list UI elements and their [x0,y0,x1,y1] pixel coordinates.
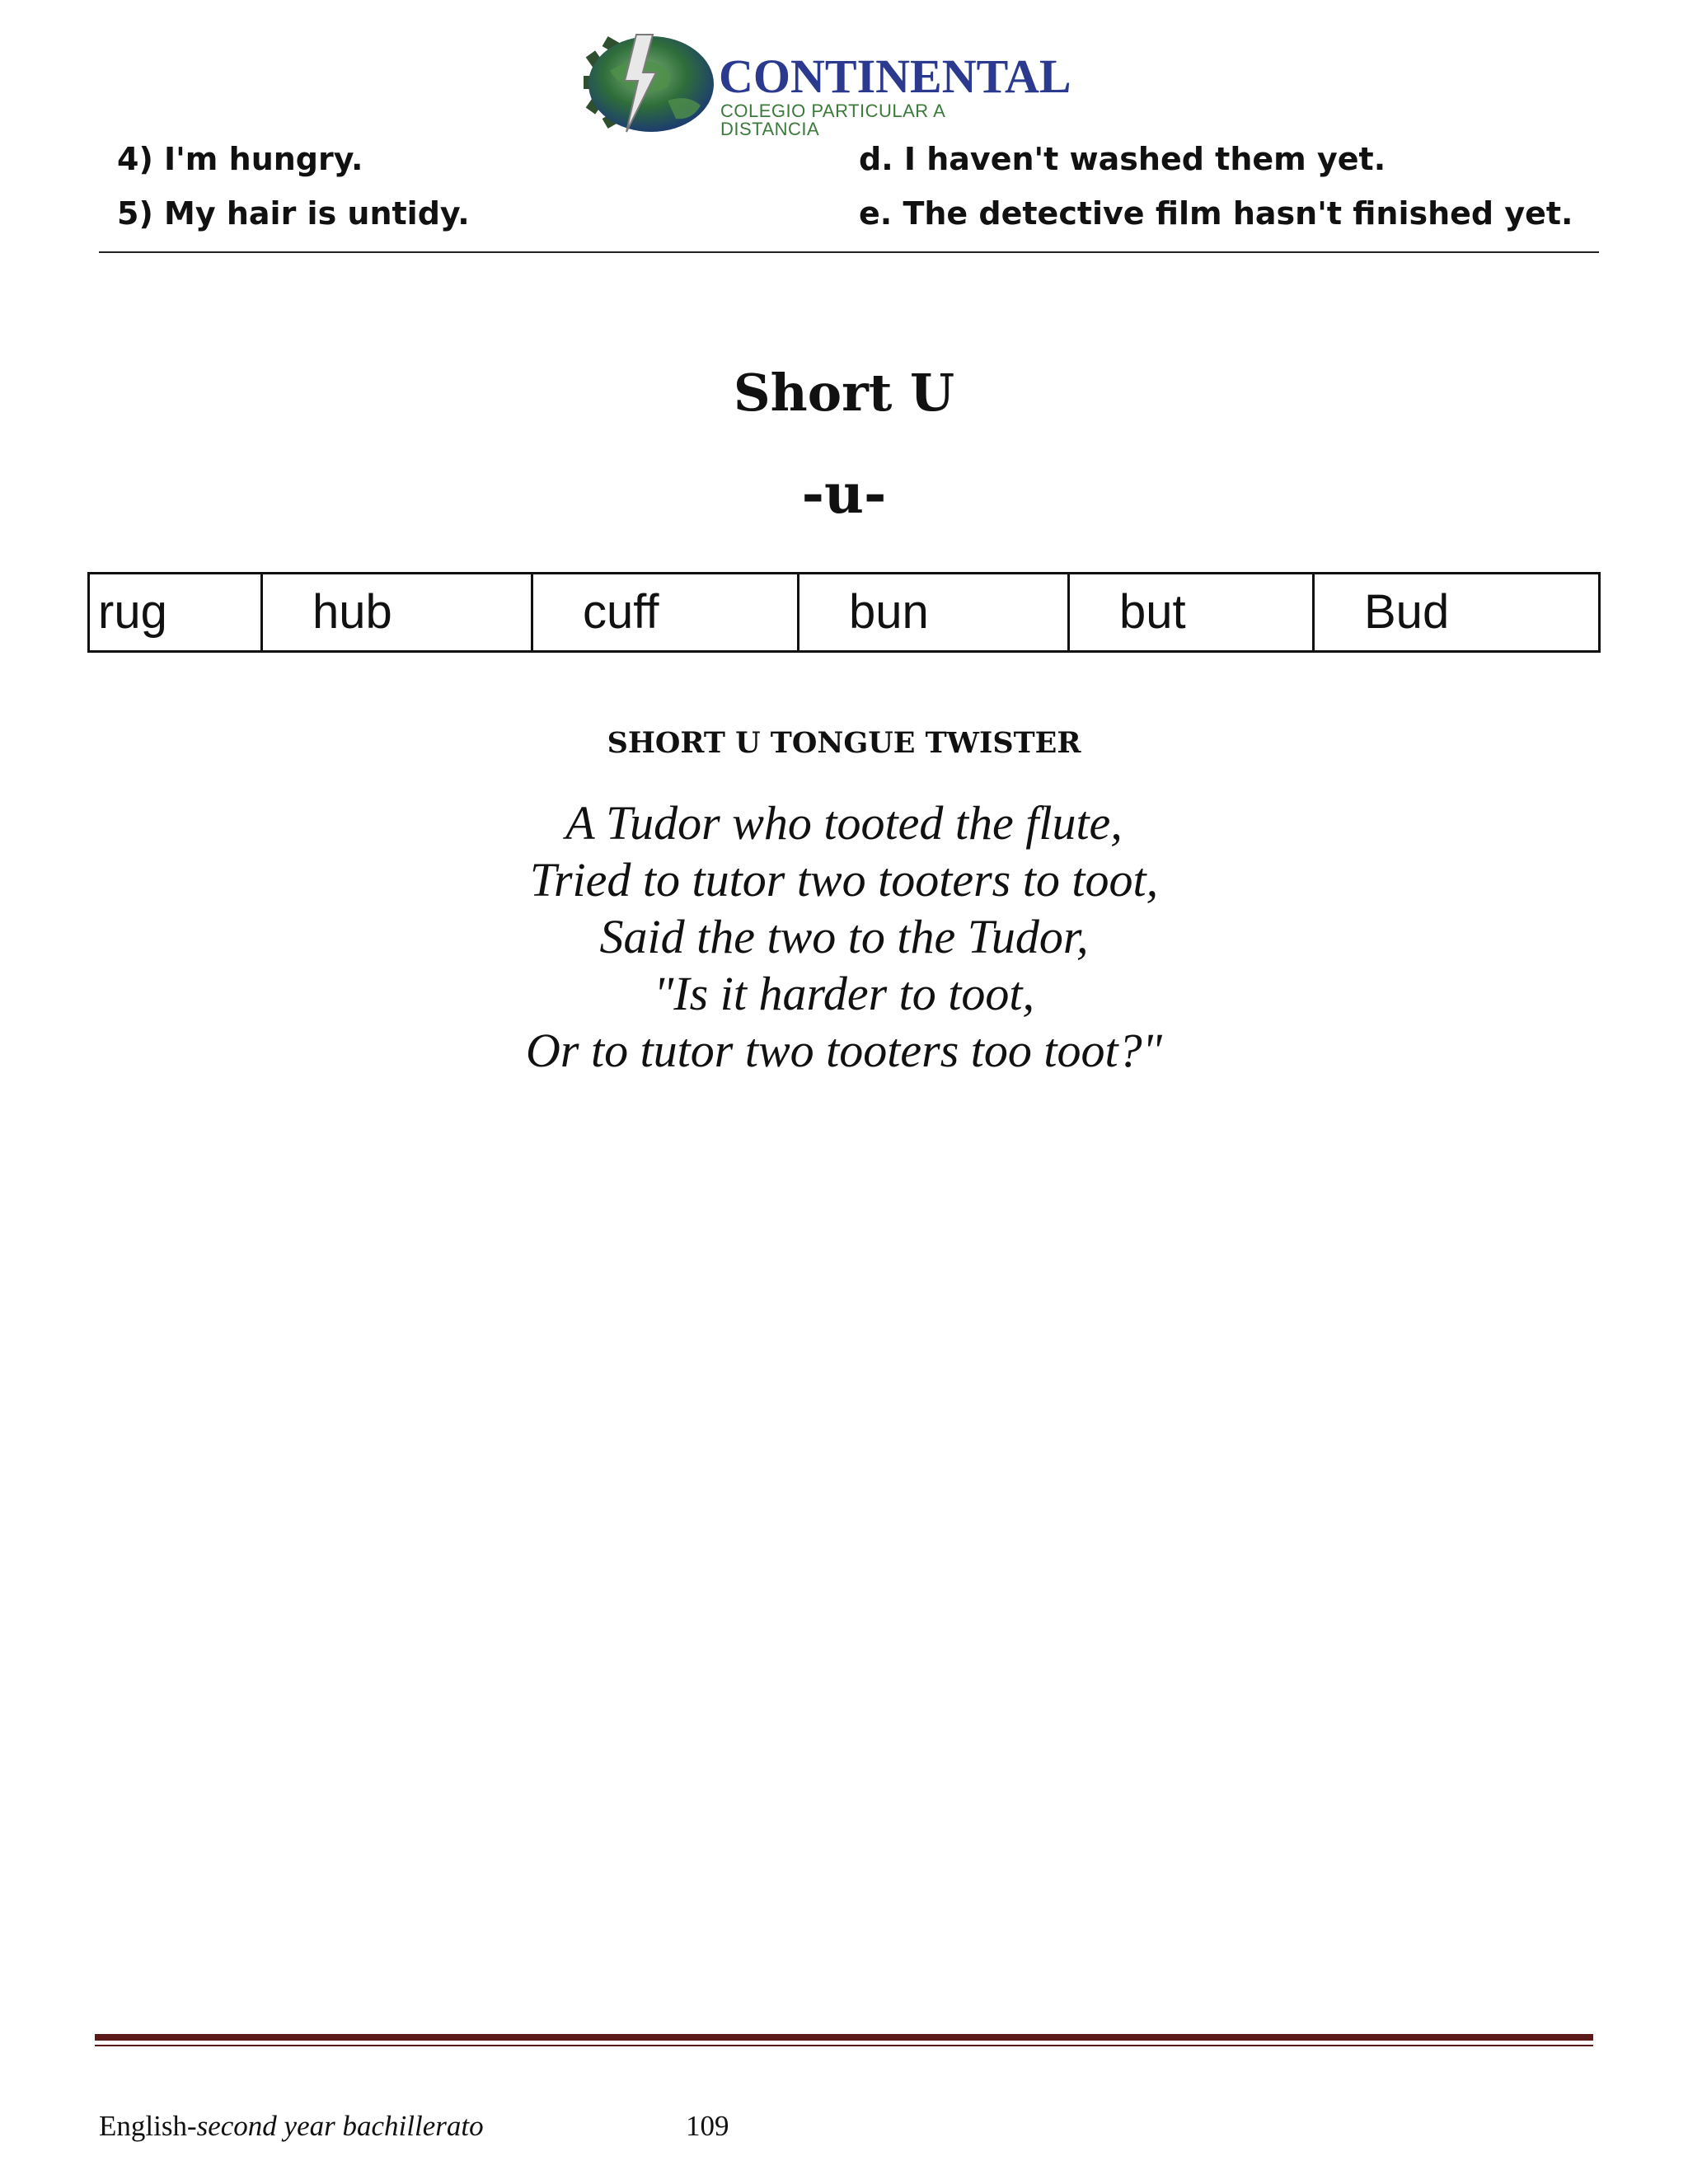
exercise-item-4: 4) I'm hungry. [117,141,363,177]
footer-rule-thin [95,2045,1593,2046]
footer-subject [99,2111,484,2140]
word-cell: Bud [1364,585,1450,639]
logo-subtitle: COLEGIO PARTICULAR A DISTANCIA [720,101,945,139]
word-cell: cuff [533,574,799,650]
poem-line: A Tudor who tooted the flute, [565,796,1123,850]
word-cell: bun [799,574,1070,650]
tongue-twister-poem [0,794,1688,1079]
poem-line: "Is it harder to toot, [653,967,1035,1020]
tongue-twister-title: SHORT U TONGUE TWISTER [607,726,1081,760]
exercise-answer-d: d. I haven't washed them yet. [859,141,1386,177]
footer-rule [95,2034,1593,2041]
word-cell: but [1070,574,1315,650]
poem-line: Said the two to the Tudor, [599,910,1089,963]
poem-line: Or to tutor two tooters too toot?" [526,1024,1162,1077]
logo-name: CONTINENTAL [719,49,1071,103]
poem-line: Tried to tutor two tooters to toot, [529,853,1159,907]
section-title: Short U [733,363,955,423]
word-cell: rug [90,574,263,650]
word-cell: hub [263,574,533,650]
exercise-item-5: 5) My hair is untidy. [117,195,470,232]
footer-subject-label: English- [99,2110,197,2142]
word-table [87,572,1601,653]
page-number: 109 [686,2110,729,2142]
section-divider [99,251,1599,253]
footer-subject-italic: second year bachillerato [196,2110,484,2142]
school-logo [577,30,1071,139]
exercise-answer-e: e. The detective film hasn't finished yet. [859,195,1573,232]
globe-gear-icon [577,30,717,137]
vowel-pattern: -u- [801,462,887,526]
